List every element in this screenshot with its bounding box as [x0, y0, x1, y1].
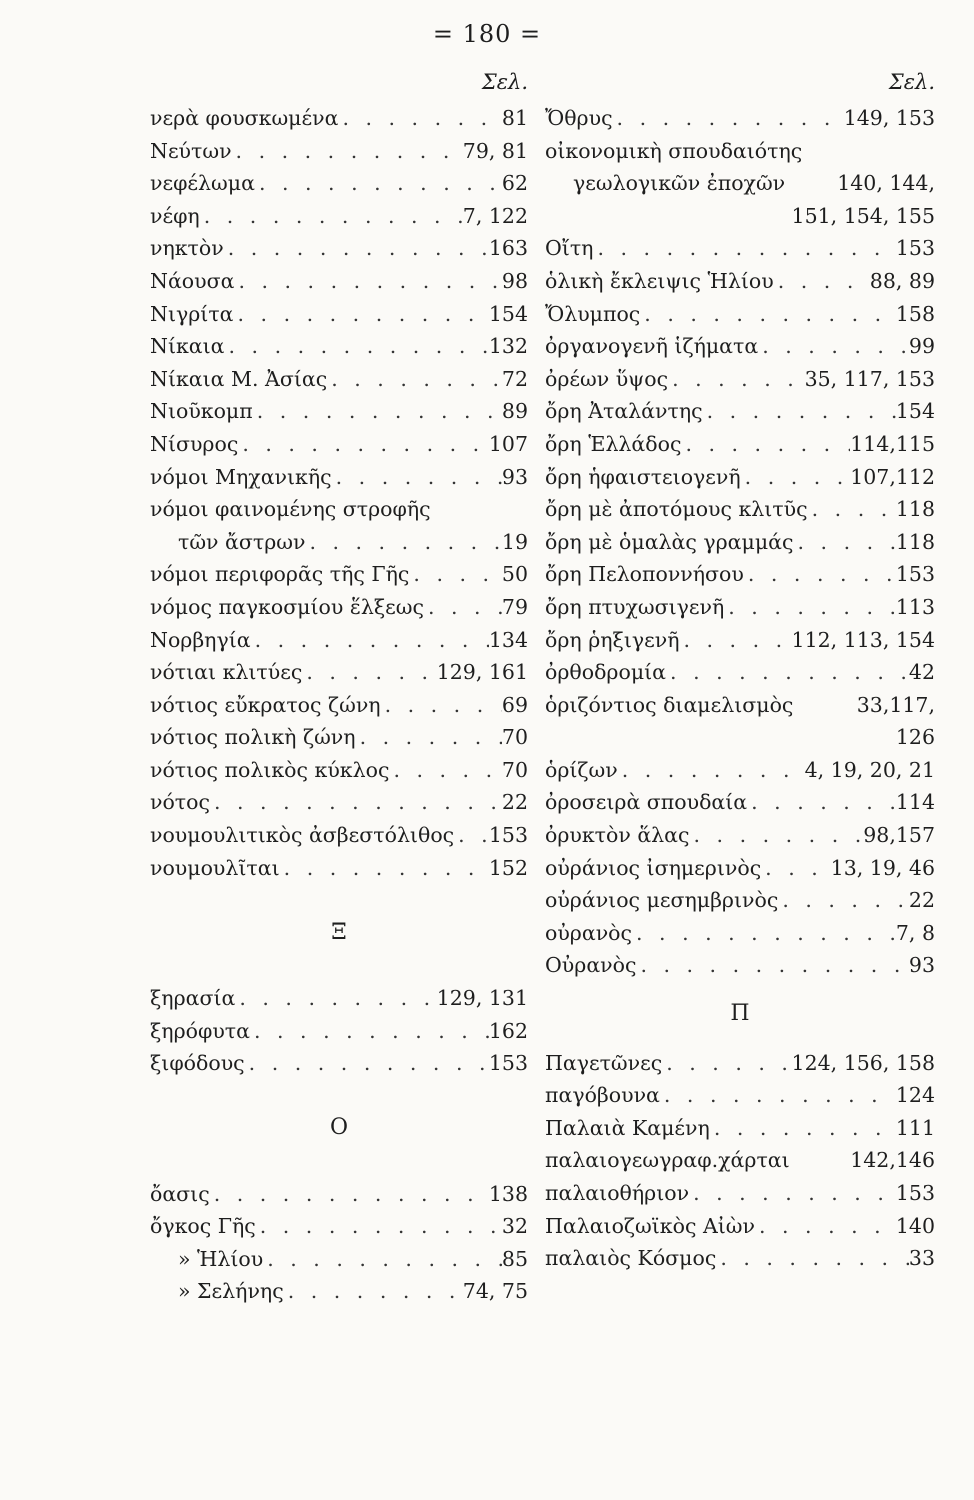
index-term: ὀρέων ὕψος: [545, 366, 669, 391]
index-term: Νιγρίτα: [150, 301, 234, 326]
index-entry: [150, 167, 528, 200]
page-references: 13, 19, 46: [830, 855, 935, 880]
page-number: = 180 =: [432, 20, 542, 48]
page-references: 70: [501, 757, 528, 782]
index-term: ὁρίζων: [545, 757, 618, 782]
dot-leader: [640, 298, 896, 331]
index-entry: [150, 689, 528, 722]
dot-leader: [613, 102, 844, 135]
dot-leader: [235, 982, 436, 1015]
index-entry: [545, 1112, 935, 1145]
dot-leader: [389, 754, 501, 787]
page-references: 153: [895, 562, 935, 587]
page-references: 114: [895, 790, 935, 815]
index-entry: [545, 1242, 935, 1275]
index-entry: [545, 428, 935, 461]
index-entry: [545, 656, 935, 689]
index-term: ὀρυκτὸν ἅλας: [545, 823, 690, 848]
index-term: Οὐρανὸς: [545, 953, 637, 978]
page-references: 50: [501, 562, 528, 587]
index-term: ὄρη μὲ ὁμαλὰς γραμμάς: [545, 529, 794, 554]
index-term: Νεύτων: [150, 138, 232, 163]
dot-leader: [409, 558, 502, 591]
index-entry: [150, 461, 528, 494]
page-references: 7, 122: [462, 203, 528, 228]
index-term: παλαιὸς Κόσμος: [545, 1246, 717, 1271]
page-references: 81: [501, 106, 528, 130]
page-references: 62: [501, 171, 528, 196]
index-term: ὀροσειρὰ σπουδαία: [545, 790, 748, 815]
index-term: ὄρη ῥηξιγενῆ: [545, 627, 680, 652]
page-references: 118: [895, 529, 935, 554]
index-column-left: [150, 70, 528, 1308]
index-entry: [545, 1177, 935, 1210]
index-term: Ὄλυμπος: [545, 301, 641, 326]
dot-leader: [245, 1047, 489, 1080]
dot-leader: [256, 1210, 502, 1243]
page-references: 19: [501, 529, 528, 554]
dot-leader: [424, 591, 502, 624]
index-term: γεωλογικῶν ἐποχῶν: [573, 171, 786, 196]
index-entry: [545, 461, 935, 494]
dot-leader: [755, 1210, 896, 1243]
letter-heading: Ο: [329, 1115, 349, 1141]
dot-leader: [454, 819, 489, 852]
page-references: 72: [501, 366, 528, 391]
page-references: 85: [501, 1246, 528, 1271]
page-references: 152: [488, 855, 528, 880]
dot-leader: [666, 656, 909, 689]
index-entry: [545, 1079, 935, 1112]
dot-leader: [234, 298, 489, 331]
index-entry: [545, 786, 935, 819]
dot-leader: [747, 786, 896, 819]
spacer: [150, 949, 528, 982]
page-references: 149, 153: [843, 106, 935, 130]
index-entry: [150, 754, 528, 787]
page-references: 154: [895, 399, 935, 424]
index-term: παγόβουνα: [545, 1083, 660, 1108]
index-entry: [545, 819, 935, 852]
index-term: νόμος παγκοσμίου ἕλξεως: [150, 594, 424, 619]
index-entry: [150, 298, 528, 331]
page-references: 33: [908, 1246, 935, 1271]
index-entry: [545, 395, 935, 428]
dot-leader: [224, 232, 489, 265]
page-references: 140: [895, 1213, 935, 1238]
dot-leader: [632, 917, 896, 950]
dot-leader: [744, 558, 896, 591]
page-references: 35, 117, 153: [804, 366, 935, 391]
index-entry: [150, 526, 528, 559]
page-references: 132: [488, 334, 528, 359]
page-references: 114,115: [850, 431, 935, 456]
dot-leader: [234, 265, 501, 298]
index-column-right: [545, 70, 935, 1275]
dot-leader: [338, 102, 501, 135]
index-entry: [545, 591, 935, 624]
index-entry: [545, 493, 935, 526]
index-term: οἰκονομικὴ σπουδαιότης: [545, 138, 803, 163]
index-entry: [545, 884, 935, 917]
index-term: ὄρη Πελοποννήσου: [545, 562, 744, 587]
page-references: 98: [501, 268, 528, 293]
letter-heading: Π: [730, 1001, 750, 1027]
index-term: οὐρανὸς: [545, 920, 632, 945]
index-term: νερὰ φουσκωμένα: [150, 106, 339, 130]
page-references: 42: [908, 660, 935, 685]
page-references: 153: [488, 823, 528, 848]
page-references: 138: [488, 1181, 528, 1206]
index-entry: [545, 1210, 935, 1243]
index-term: νόμοι περιφορᾶς τῆς Γῆς: [150, 562, 410, 587]
page-references: 129, 131: [436, 986, 528, 1011]
index-entry: [150, 1243, 528, 1276]
index-term: ὄρη πτυχωσιγενῆ: [545, 594, 725, 619]
dot-leader: [232, 135, 463, 168]
index-entry: [150, 330, 528, 363]
index-term: ὄρη μὲ ἀποτόμους κλιτῦς: [545, 497, 808, 522]
dot-leader: [660, 1079, 896, 1112]
index-term: ὄρη Ἀταλάντης: [545, 399, 703, 424]
index-term: οὐράνιος ἰσημερινὸς: [545, 855, 762, 880]
index-entry: [150, 852, 528, 885]
dot-leader: [703, 395, 896, 428]
dot-leader: [302, 656, 436, 689]
index-entry: [150, 1275, 528, 1308]
index-term: Οἴτη: [545, 236, 594, 261]
index-entry: [150, 721, 528, 754]
index-term: νότιος πολικὸς κύκλος: [150, 757, 390, 782]
page-references: 162: [488, 1018, 528, 1043]
page-references: 93: [501, 464, 528, 489]
index-term: ξηρασία: [150, 986, 236, 1011]
index-entry: [545, 624, 935, 657]
page-references: 98,157: [863, 823, 935, 848]
index-term: Παλαιοζωϊκὸς Αἰὼν: [545, 1213, 755, 1238]
spacer: [150, 1080, 528, 1113]
index-entry: [545, 265, 935, 298]
index-term: Νίσυρος: [150, 431, 239, 456]
index-entry: [545, 721, 935, 754]
index-term: νότιαι κλιτύες: [150, 660, 303, 685]
index-entry: [545, 200, 935, 233]
dot-leader: [724, 591, 896, 624]
index-entry: [545, 232, 935, 265]
index-term: οὐράνιος μεσημβρινὸς: [545, 888, 779, 913]
dot-leader: [251, 624, 489, 657]
page-references: 129, 161: [436, 660, 528, 685]
dot-leader: [808, 493, 896, 526]
page-references: 69: [501, 692, 528, 717]
page-references: 79, 81: [462, 138, 528, 163]
index-entry: [150, 624, 528, 657]
dot-leader: [381, 689, 502, 722]
dot-leader: [710, 1112, 896, 1145]
dot-leader: [758, 330, 909, 363]
page-references: 107: [488, 431, 528, 456]
index-entry: [150, 819, 528, 852]
page-references: 7, 8: [895, 920, 935, 945]
index-entry: [545, 1047, 935, 1080]
index-term: ὁριζόντιος διαμελισμὸς: [545, 692, 794, 717]
index-entry: [545, 330, 935, 363]
index-entry: [545, 363, 935, 396]
page-references: 153: [895, 236, 935, 261]
page-references: 79: [501, 594, 528, 619]
index-term: Ὄθρυς: [545, 106, 613, 130]
index-entry: [545, 167, 935, 200]
dot-leader: [636, 949, 908, 982]
page-references: 22: [908, 888, 935, 913]
page-references: 89: [501, 399, 528, 424]
index-entry: [150, 395, 528, 428]
page-references: 124: [895, 1083, 935, 1108]
dot-leader: [280, 852, 489, 885]
dot-leader: [305, 526, 501, 559]
page-references: 70: [501, 725, 528, 750]
page-references: 140, 144,: [837, 171, 935, 196]
index-term: » Σελήνης: [178, 1279, 284, 1304]
index-term: » Ἡλίου: [178, 1246, 264, 1271]
page-references: 153: [895, 1181, 935, 1205]
page-references: 99: [908, 334, 935, 359]
index-entry: [150, 102, 528, 135]
page-references: 124, 156, 158: [791, 1050, 935, 1075]
dot-leader: [253, 395, 502, 428]
dot-leader: [210, 1178, 489, 1211]
page-references: 113: [895, 594, 935, 619]
dot-leader: [689, 1177, 896, 1210]
dot-leader: [250, 1015, 489, 1048]
index-term: νόμοι Μηχανικῆς: [150, 464, 332, 489]
spacer: [150, 884, 528, 917]
index-term: ὁλικὴ ἔκλειψις Ἡλίου: [545, 268, 774, 293]
page-references: 22: [501, 790, 528, 815]
index-term: νότιος εὔκρατος ζώνη: [150, 692, 381, 717]
page-references: 134: [488, 627, 528, 652]
page-references: 111: [895, 1115, 935, 1140]
index-entry: [150, 1210, 528, 1243]
index-entry: [545, 852, 935, 885]
spacer: [545, 982, 935, 998]
page-references: 32: [501, 1214, 528, 1239]
index-term: τῶν ἄστρων: [178, 529, 306, 554]
index-term: νηκτὸν: [150, 236, 224, 261]
index-term: ὄρη Ἑλλάδος: [545, 431, 682, 456]
spacer: [150, 1145, 528, 1178]
page-references: 4, 19, 20, 21: [804, 757, 935, 782]
dot-leader: [618, 754, 805, 787]
dot-leader: [679, 624, 791, 657]
index-entry: [150, 1015, 528, 1048]
index-entry: [545, 102, 935, 135]
dot-leader: [774, 265, 870, 298]
index-term: Νίκαια Μ. Ἀσίας: [150, 366, 328, 391]
page-references: 118: [895, 497, 935, 522]
dot-leader: [662, 1047, 791, 1080]
page-references: 93: [908, 953, 935, 978]
index-term: νουμουλῖται: [150, 855, 280, 880]
index-term: ξιφόδους: [150, 1051, 245, 1076]
dot-leader: [681, 428, 850, 461]
index-entry: [545, 558, 935, 591]
page-references: 107,112: [850, 464, 935, 489]
page-references: 126: [895, 725, 935, 750]
dot-leader: [225, 330, 489, 363]
page-references: 74, 75: [462, 1279, 528, 1304]
index-entry: [150, 135, 528, 168]
index-term: Παλαιὰ Καμένη: [545, 1115, 710, 1140]
index-term: νουμουλιτικὸς ἀσβεστόλιθος: [150, 823, 455, 848]
index-term: ὄασις: [150, 1181, 210, 1206]
dot-leader: [200, 200, 463, 233]
index-term: Νίκαια: [150, 334, 225, 359]
index-term: ὀργανογενῆ ἱζήματα: [545, 334, 759, 359]
index-entry: [545, 917, 935, 950]
index-entry: [545, 689, 935, 722]
dot-leader: [690, 819, 864, 852]
index-entry: [150, 493, 528, 526]
index-term: νέφη: [150, 203, 200, 228]
page-references: 112, 113, 154: [791, 627, 935, 652]
index-entry: [150, 591, 528, 624]
letter-heading: Ξ: [331, 919, 347, 945]
index-entry: [150, 200, 528, 233]
page-references: 33,117,: [856, 692, 935, 717]
index-term: παλαιογεωγραφ.χάρται: [545, 1148, 790, 1173]
index-term: Νορβηγία: [150, 627, 251, 652]
dot-leader: [210, 786, 502, 819]
index-entry: [545, 135, 935, 168]
dot-leader: [255, 167, 502, 200]
index-term: ὄρη ἡφαιστειογενῆ: [545, 464, 741, 489]
dot-leader: [668, 363, 805, 396]
dot-leader: [778, 884, 909, 917]
page-references: 153: [488, 1051, 528, 1076]
index-entry: [150, 428, 528, 461]
dot-leader: [332, 461, 502, 494]
page-references: 88, 89: [869, 268, 935, 293]
index-term: Παγετῶνες: [545, 1050, 663, 1075]
dot-leader: [794, 526, 896, 559]
index-entry: [150, 232, 528, 265]
dot-leader: [238, 428, 489, 461]
dot-leader: [716, 1242, 909, 1275]
page-references: 151, 154, 155: [791, 203, 935, 228]
dot-leader: [761, 852, 831, 885]
index-entry: [545, 1144, 935, 1177]
index-entry: [150, 656, 528, 689]
page-column-header: Σελ.: [888, 70, 935, 94]
page-references: 154: [488, 301, 528, 326]
page-references: 163: [488, 236, 528, 261]
index-entry: [150, 363, 528, 396]
index-term: νότος: [150, 790, 210, 815]
page-references: 142,146: [850, 1148, 935, 1173]
dot-leader: [327, 363, 502, 396]
index-term: ὀρθοδρομία: [545, 660, 667, 685]
spacer: [545, 1031, 935, 1047]
dot-leader: [741, 461, 851, 494]
index-term: νόμοι φαινομένης στροφῆς: [150, 497, 431, 522]
index-term: νότιος πολικὴ ζώνη: [150, 725, 356, 750]
dot-leader: [284, 1275, 463, 1308]
index-entry: [150, 1178, 528, 1211]
index-entry: [545, 526, 935, 559]
dot-leader: [356, 721, 502, 754]
dot-leader: [263, 1243, 502, 1276]
index-entry: [545, 298, 935, 331]
index-entry: [150, 786, 528, 819]
index-entry: [150, 982, 528, 1015]
index-term: παλαιοθήριον: [545, 1181, 690, 1205]
index-term: νεφέλωμα: [150, 171, 255, 196]
index-entry: [545, 949, 935, 982]
index-entry: [150, 558, 528, 591]
index-term: Νιοῦκομπ: [150, 399, 253, 424]
dot-leader: [593, 232, 895, 265]
index-term: Νάουσα: [150, 268, 235, 293]
page-references: 158: [895, 301, 935, 326]
index-entry: [150, 1047, 528, 1080]
index-entry: [150, 265, 528, 298]
index-term: ξηρόφυτα: [150, 1018, 250, 1043]
page-column-header: Σελ.: [481, 70, 528, 94]
index-term: ὄγκος Γῆς: [150, 1214, 256, 1239]
index-entry: [545, 754, 935, 787]
